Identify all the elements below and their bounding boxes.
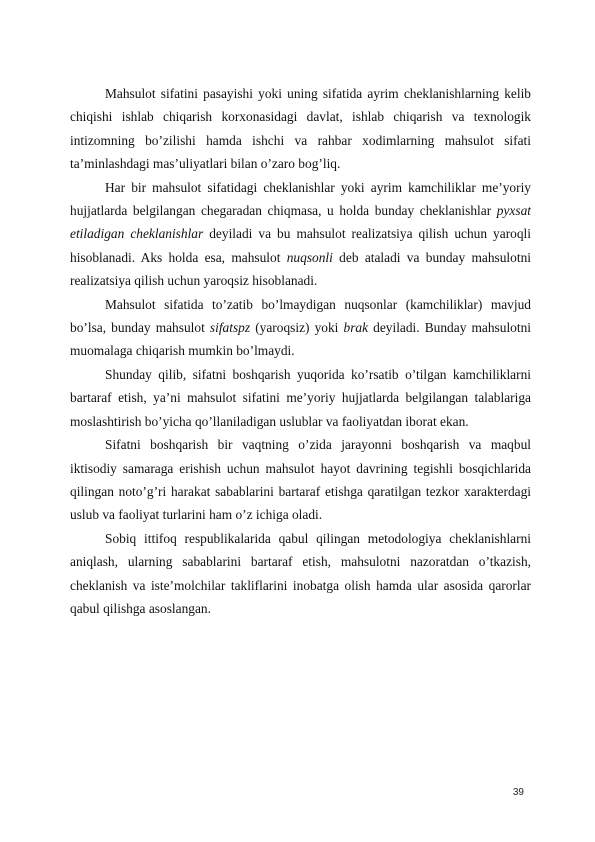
paragraph [70,363,531,433]
paragraph-text: Mahsulot sifatida to’zatib bo’lmaydigan nuqsonlar (kamchiliklar) mavjud bo’lsa, bunday mahsulot [70,296,531,336]
paragraph-text: Mahsulot sifatini pasayishi yoki uning sifatida ayrim cheklanishlarning kelib chiqishi ishlab chiqarish korxonasidagi davlat, ishlab chiqarish va texnologik intizomning bo’zilishi hamda ishchi va rahbar xodimlarning mahsulot sifati ta’minlashdagi mas’uliyatlari bilan o’zaro bog’liq. [70,86,531,172]
italic-term: nuqsonli [286,249,333,265]
paragraph-text: Shunday qilib, sifatni boshqarish yuqorida ko’rsatib o’tilgan kamchiliklarni bartaraf etish, ya’ni mahsulot sifatini me’yoriy hujjatlarda belgilangan talablariga moslashtirish bo’yicha qo’llaniladigan uslublar va faoliyatdan iborat ekan. [70,366,531,429]
paragraph-text: Har bir mahsulot sifatidagi cheklanishlar yoki ayrim kamchiliklar me’yoriy hujjatlarda belgilangan chegaradan chiqmasa, u holda bunday cheklanishlar [70,179,531,219]
paragraph [70,82,531,176]
paragraph-text: (yaroqsiz) yoki [250,320,344,336]
italic-term: sifatspz [209,320,251,336]
italic-term: brak [343,320,369,336]
paragraph-text: deyiladi. Bunday mahsulotni muomalaga chiqarish mumkin bo’lmaydi. [70,320,532,359]
paragraph [70,176,531,293]
document-body [70,82,531,620]
paragraph-text: Sobiq ittifoq respublikalarida qabul qilingan metodologiya cheklanishlarni aniqlash, ularning sabablarini bartaraf etish, mahsulotni nazoratdan o’tkazish, cheklanish va iste’molchilar takliflarini inobatga olish hamda ular asosida qarorlar qabul qilishga asoslangan. [70,530,531,616]
paragraph [70,433,531,527]
paragraph-text: deb ataladi va bunday mahsulotni realizatsiya qilish uchun yaroqsiz hisoblanadi. [70,249,531,289]
italic-term: pyxsat etiladigan cheklanishlar [70,203,531,242]
paragraph [70,293,531,363]
paragraph-text: Sifatni boshqarish bir vaqtning o’zida jarayonni boshqarish va maqbul iktisodiy samaraga erishish uchun mahsulot hayot davrining tegishli bosqichlarida qilingan noto’g’ri harakat sabablarini bartaraf etishga qaratilgan tezkor xarakterdagi uslub va faoliyat turlarini ham o’z ichiga oladi. [70,437,531,523]
page-number: 39 [512,787,524,798]
paragraph [70,527,531,621]
paragraph-text: deyiladi va bu mahsulot realizatsiya qilish uchun yaroqli hisoblanadi. Aks holda esa, mahsulot [70,226,531,265]
